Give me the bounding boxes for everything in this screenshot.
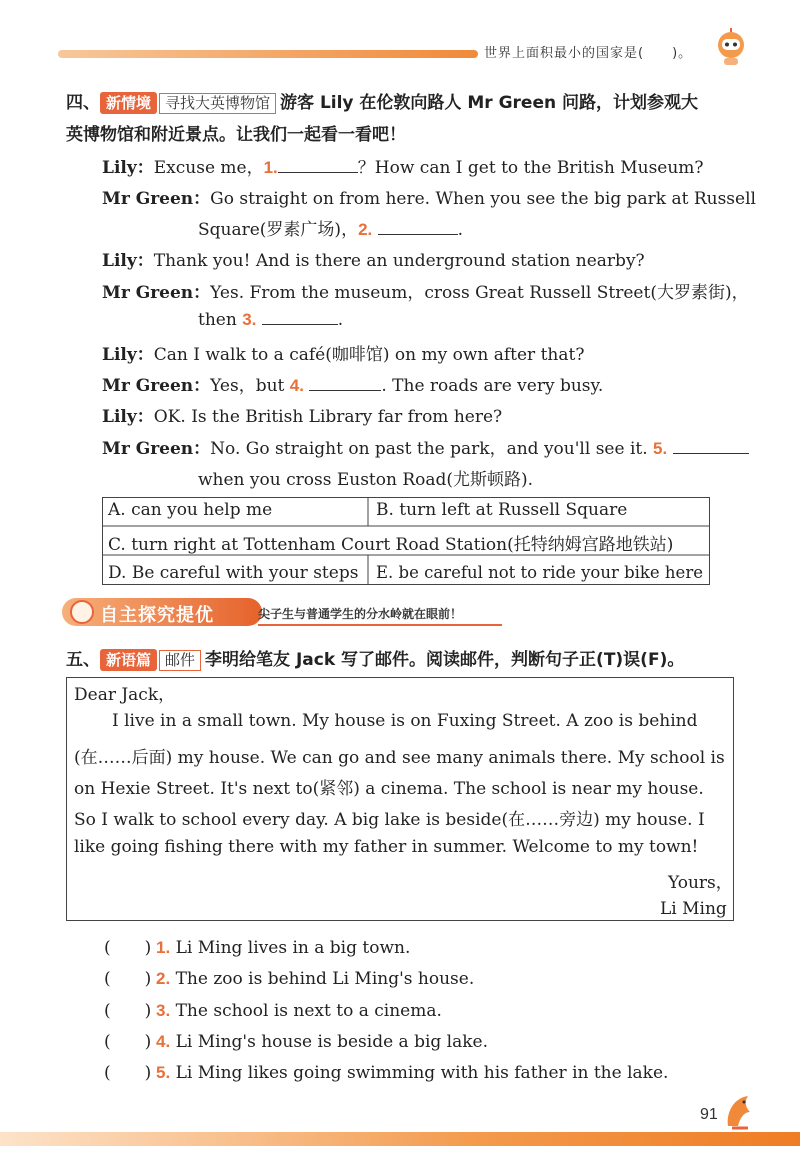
option-c: C. turn right at Tottenham Court Road Station(托特纳姆宫路地铁站) <box>108 535 674 555</box>
dialogue-line-4: Lily：Thank you! And is there an underground station nearby? <box>102 251 645 271</box>
section5-tag: 新语篇 <box>100 649 157 671</box>
dialogue-line-11: when you cross Euston Road(尤斯顿路). <box>198 470 534 490</box>
answer-paren-5[interactable]: ( ) <box>104 1063 152 1083</box>
answer-blank-1[interactable] <box>278 157 358 173</box>
section4-number: 四、 <box>66 93 100 113</box>
explore-title: 自主探究提优 <box>100 605 214 626</box>
explore-underline <box>258 624 502 626</box>
dialogue-line-9: Lily：OK. Is the British Library far from here? <box>102 407 503 427</box>
dialogue-line-5: Mr Green：Yes. From the museum，cross Great Russell Street(大罗素街)， <box>102 283 749 303</box>
section5-topic: 邮件 <box>159 650 201 671</box>
section4-heading <box>66 88 698 114</box>
page-number: 91 <box>700 1106 718 1123</box>
section4-tag: 新情境 <box>100 92 157 114</box>
question-4: ( ) 4. Li Ming's house is beside a big lake. <box>104 1027 488 1052</box>
dialogue-line-10: Mr Green：No. Go straight on past the park，and you'll see it. 5. <box>102 434 749 459</box>
answer-paren-4[interactable]: ( ) <box>104 1032 152 1052</box>
question-5: ( ) 5. Li Ming likes going swimming with his father in the lake. <box>104 1058 668 1083</box>
question-3: ( ) 3. The school is next to a cinema. <box>104 996 442 1021</box>
letter-line-1: I live in a small town. My house is on Fuxing Street. A zoo is behind <box>112 711 698 731</box>
letter-signature: Li Ming <box>660 899 727 919</box>
letter-line-2: (在……后面) my house. We can go and see many animals there. My school is <box>74 748 725 768</box>
header-question: 世界上面积最小的国家是( )。 <box>484 46 693 61</box>
header-decor-bar <box>58 50 478 58</box>
dolphin-mascot-icon <box>722 1092 756 1132</box>
explore-subtitle: 尖子生与普通学生的分水岭就在眼前！ <box>258 607 463 621</box>
option-d: D. Be careful with your steps <box>108 563 359 583</box>
section4-topic: 寻找大英博物馆 <box>159 93 276 114</box>
dialogue-line-8: Mr Green：Yes，but 4. . The roads are very busy. <box>102 376 604 396</box>
dialogue-line-1: Lily：Excuse me，1. ？How can I get to the British Museum? <box>102 158 704 178</box>
section5-heading <box>66 645 684 671</box>
answer-paren-2[interactable]: ( ) <box>104 969 152 989</box>
option-e: E. be careful not to ride your bike here <box>376 563 703 582</box>
explore-badge-icon <box>70 600 94 624</box>
dialogue-line-2: Mr Green：Go straight on from here. When you see the big park at Russell <box>102 189 756 209</box>
question-1: ( ) 1. Li Ming lives in a big town. <box>104 933 410 958</box>
section5-instruction: 李明给笔友 Jack 写了邮件。阅读邮件，判断句子正(T)误(F)。 <box>205 650 685 670</box>
dialogue-line-6: then 3. . <box>198 310 344 330</box>
question-2: ( ) 2. The zoo is behind Li Ming's house. <box>104 964 474 989</box>
answer-blank-4[interactable] <box>309 375 381 391</box>
letter-greeting: Dear Jack， <box>74 685 176 705</box>
section4-instruction-line2: 英博物馆和附近景点。让我们一起看一看吧！ <box>66 125 406 145</box>
footer-decor-bar <box>0 1132 800 1146</box>
dialogue-line-7: Lily：Can I walk to a café(咖啡馆) on my own after that? <box>102 345 585 365</box>
robot-mascot-icon <box>712 28 750 66</box>
letter-line-5: like going fishing there with my father in summer. Welcome to my town! <box>74 837 699 857</box>
answer-paren-3[interactable]: ( ) <box>104 1001 152 1021</box>
section5-number: 五、 <box>66 650 100 670</box>
section4-instruction-line1: 游客 Lily 在伦敦向路人 Mr Green 问路，计划参观大 <box>280 93 698 113</box>
option-b: B. turn left at Russell Square <box>376 500 628 520</box>
letter-line-4: So I walk to school every day. A big lake is beside(在……旁边) my house. I <box>74 810 705 830</box>
letter-closing: Yours， <box>668 873 733 893</box>
option-a: A. can you help me <box>108 500 273 520</box>
answer-paren-1[interactable]: ( ) <box>104 938 152 958</box>
answer-blank-2[interactable] <box>378 219 458 235</box>
answer-blank-3[interactable] <box>262 309 338 325</box>
dialogue-line-3: Square(罗素广场)，2. . <box>198 220 464 240</box>
letter-line-3: on Hexie Street. It's next to(紧邻) a cinema. The school is near my house. <box>74 779 704 799</box>
answer-blank-5[interactable] <box>673 438 749 454</box>
